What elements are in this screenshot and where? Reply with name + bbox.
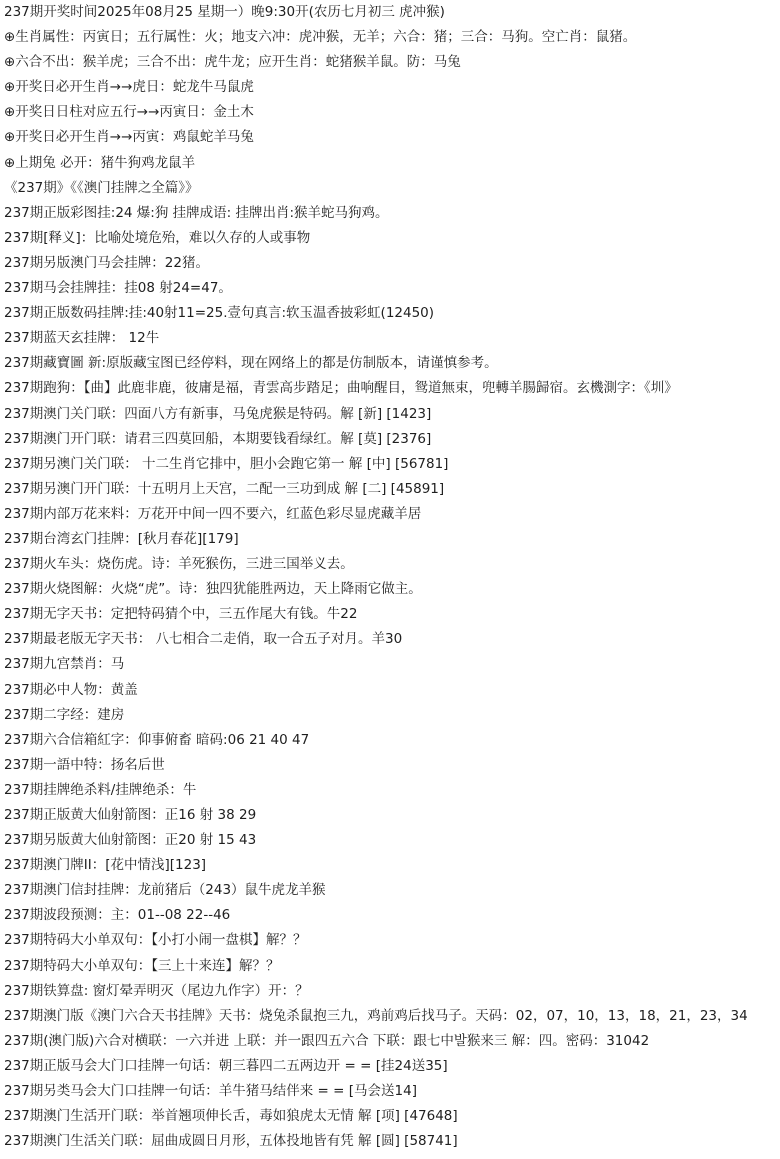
text-line: 237期铁算盘: 窗灯晕弄明灭（尾边九作字）开：？ xyxy=(4,982,309,999)
text-line: 237期澳门生活关门联：屈曲成圆日月形，五体投地皆有凭 解 [圆] [58741] xyxy=(4,1133,458,1150)
text-line: 237期九宫禁肖：马 xyxy=(4,656,125,673)
liuhe-line: ⊕六合不出：猴羊虎；三合不出：虎牛龙；应开生肖：蛇猪猴羊鼠。防：马兔 xyxy=(4,54,461,71)
text-line: 237期二字经：建房 xyxy=(4,706,125,723)
text-line: 237期另澳门关门联： 十二生肖它排中，胆小会跑它第一 解 [中] [56781] xyxy=(4,455,449,472)
text-line: 237期内部万花来料：万花开中间一四不要六，红蓝色彩尽显虎藏羊居 xyxy=(4,505,422,522)
text-line: 237期正版马会大门口挂牌一句话：朝三暮四二五两边开 = = [挂24送35] xyxy=(4,1057,448,1074)
text-line: 237期挂牌绝杀料/挂牌绝杀：牛 xyxy=(4,781,197,798)
text-line: 237期澳门关门联：四面八方有新事，马兔虎猴是特码。解 [新] [1423] xyxy=(4,405,432,422)
text-line: 237期无字天书：定把特码猜个中，三五作尾大有钱。牛22 xyxy=(4,606,358,623)
text-line: 237期澳门生活开门联：举首翘项伸长舌，毒如狼虎太无情 解 [项] [47648] xyxy=(4,1108,458,1125)
text-line: 237期跑狗：【曲】此鹿非鹿，彼庸是福，青雲高步踏足；曲响醒目，鸳道無束，兜轉羊腸歸宿。玄機測字：《圳》 xyxy=(4,380,678,397)
text-line: 237期火车头：烧伤虎。诗：羊死猴伤，三进三国举义去。 xyxy=(4,556,354,573)
text-line: 237期必中人物：黄盖 xyxy=(4,681,138,698)
text-line: 237期[释义]：比喻处境危殆，难以久存的人或事物 xyxy=(4,229,311,246)
text-line: 237期(澳门版)六合对横联：一六并进 上联：并一跟四五六合 下联：跟七中발猴来三 解：四。密码：31042 xyxy=(4,1032,650,1049)
text-line: 237期澳门版《澳门六合天书挂牌》天书：烧兔杀鼠抱三九，鸡前鸡后找马子。天码：02，07，10，13，18，21，23，34 xyxy=(4,1007,748,1024)
text-line: 237期澳门信封挂牌：龙前猪后（243）鼠牛虎龙羊猴 xyxy=(4,882,326,899)
must-open-bingyin-line: ⊕开奖日必开生肖→→丙寅：鸡鼠蛇羊马兔 xyxy=(4,129,254,146)
text-line: 237期一語中特：扬名后世 xyxy=(4,756,165,773)
text-line: 237期蓝天玄挂牌： 12牛 xyxy=(4,330,160,347)
text-line: 237期澳门牌II：[花中情浅][123] xyxy=(4,857,207,874)
day-pillar-element-line: ⊕开奖日日柱对应五行→→丙寅日：金土木 xyxy=(4,104,254,121)
section-heading: 《237期》《《澳门挂牌之全篇》》 xyxy=(4,179,199,196)
text-line: 237期火烧图解：火烧“虎”。诗：独四犹能胜两边，天上降雨它做主。 xyxy=(4,581,422,598)
text-line: 237期另类马会大门口挂牌一句话：羊牛猪马结伴来 = = [马会送14] xyxy=(4,1083,417,1100)
text-line: 237期正版数码挂牌:挂:40射11=25.壹句真言:软玉温香披彩虹(12450) xyxy=(4,305,435,322)
draw-time-line: 237期开奖时间2025年08月25 星期一）晚9:30开(农历七月初三 虎冲猴) xyxy=(4,4,445,20)
text-line: 237期澳门开门联：请君三四莫回船，本期要钱看绿红。解 [莫] [2376] xyxy=(4,430,432,447)
text-line: 237期藏寶圖 新:原版藏宝图已经停料，现在网络上的都是仿制版本，请谨慎参考。 xyxy=(4,355,498,372)
last-period-line: ⊕上期兔 必开：猪牛狗鸡龙鼠羊 xyxy=(4,154,196,171)
text-line: 237期台湾玄门挂牌：[秋月春花][179] xyxy=(4,530,239,547)
must-open-tiger-day-line: ⊕开奖日必开生肖→→虎日：蛇龙牛马鼠虎 xyxy=(4,79,254,96)
text-line: 237期特码大小单双句：【三上十来连】解？？ xyxy=(4,957,280,974)
zodiac-attribute-line: ⊕生肖属性：丙寅日；五行属性：火；地支六冲：虎冲猴，无羊；六合：猪；三合：马狗。空亡肖：鼠猪。 xyxy=(4,29,637,46)
text-line: 237期另版黄大仙射箭图：正20 射 15 43 xyxy=(4,832,257,849)
text-line: 237期另澳门开门联：十五明月上天宫，二配一三功到成 解 [二] [45891] xyxy=(4,480,445,497)
text-line: 237期正版黄大仙射箭图：正16 射 38 29 xyxy=(4,807,257,823)
text-line: 237期特码大小单双句：【小打小闹一盘棋】解？？ xyxy=(4,932,307,949)
text-line: 237期正版彩图挂:24 爆:狗 挂牌成语: 挂牌出肖:猴羊蛇马狗鸡。 xyxy=(4,204,389,221)
text-line: 237期马会挂牌挂：挂08 射24=47。 xyxy=(4,280,232,297)
text-line: 237期最老版无字天书： 八七相合二走俏，取一合五子对月。羊30 xyxy=(4,631,403,648)
text-line: 237期另版澳门马会挂牌：22猪。 xyxy=(4,254,209,271)
text-line: 237期波段预测：主：01--08 22--46 xyxy=(4,907,231,924)
text-line: 237期六合信箱紅字：仰事俯畜 暗码:06 21 40 47 xyxy=(4,731,310,748)
